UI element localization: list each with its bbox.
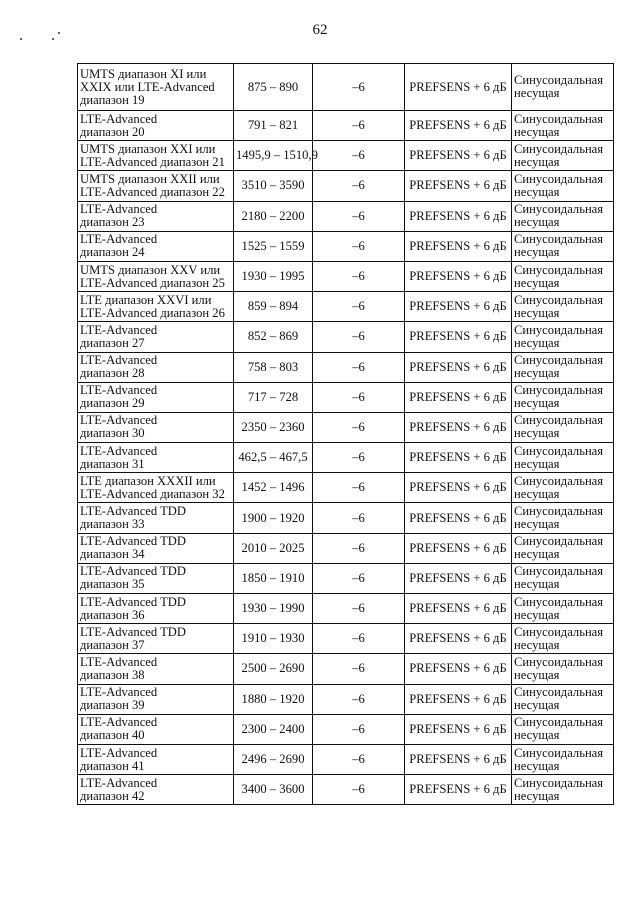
offset-cell: –6: [313, 744, 405, 774]
signal-type-line: несущая: [514, 547, 560, 562]
band-name-cell: [78, 443, 234, 473]
signal-type-line: Синусоидальная: [514, 654, 604, 669]
signal-type-line: Синусоидальная: [514, 141, 604, 156]
table-row: [78, 744, 614, 774]
signal-type-line: несущая: [514, 426, 560, 441]
table-row: [78, 684, 614, 714]
frequency-range-cell: 2496 – 2690: [234, 744, 313, 774]
band-name-line: диапазон 23: [80, 215, 145, 230]
signal-type-line: несущая: [514, 245, 560, 260]
signal-type-cell: [512, 292, 614, 322]
interference-level-cell: PREFSENS + 6 дБ: [405, 594, 512, 624]
signal-type-cell: [512, 684, 614, 714]
signal-type-line: Синусоидальная: [514, 383, 604, 398]
signal-type-cell: [512, 322, 614, 352]
band-name-line: LTE диапазон XXVI или: [80, 292, 212, 307]
band-name-line: LTE-Advanced диапазон 25: [80, 275, 225, 290]
band-name-line: диапазон 20: [80, 124, 145, 139]
interference-level-cell: PREFSENS + 6 дБ: [405, 261, 512, 291]
frequency-range-cell: 1850 – 1910: [234, 563, 313, 593]
signal-type-line: несущая: [514, 486, 560, 501]
signal-type-line: Синусоидальная: [514, 292, 604, 307]
offset-cell: –6: [313, 473, 405, 503]
frequency-range-cell: 1452 – 1496: [234, 473, 313, 503]
band-table-body: [78, 64, 614, 805]
frequency-range-cell: 758 – 803: [234, 352, 313, 382]
signal-type-line: Синусоидальная: [514, 111, 604, 126]
band-name-line: LTE диапазон XXXII или: [80, 473, 216, 488]
band-name-line: LTE-Advanced TDD: [80, 504, 186, 519]
signal-type-cell: [512, 443, 614, 473]
signal-type-line: Синусоидальная: [514, 685, 604, 700]
band-name-line: UMTS диапазон XXI или: [80, 141, 216, 156]
scan-speck: [58, 32, 60, 34]
band-name-cell: [78, 231, 234, 261]
signal-type-cell: [512, 503, 614, 533]
signal-type-line: несущая: [514, 456, 560, 471]
signal-type-line: несущая: [514, 517, 560, 532]
signal-type-line: несущая: [514, 154, 560, 169]
signal-type-line: Синусоидальная: [514, 564, 604, 579]
interference-level-cell: PREFSENS + 6 дБ: [405, 744, 512, 774]
band-name-line: диапазон 27: [80, 335, 145, 350]
signal-type-cell: [512, 775, 614, 805]
interference-level-cell: PREFSENS + 6 дБ: [405, 443, 512, 473]
offset-cell: –6: [313, 171, 405, 201]
signal-type-line: несущая: [514, 366, 560, 381]
band-name-line: LTE-Advanced: [80, 685, 158, 700]
frequency-range-cell: 1900 – 1920: [234, 503, 313, 533]
frequency-range-cell: 1525 – 1559: [234, 231, 313, 261]
table-row: [78, 322, 614, 352]
band-name-cell: [78, 563, 234, 593]
frequency-range-cell: 1495,9 – 1510,9: [234, 141, 313, 171]
frequency-range-cell: 3400 – 3600: [234, 775, 313, 805]
interference-level-cell: PREFSENS + 6 дБ: [405, 352, 512, 382]
offset-cell: –6: [313, 714, 405, 744]
frequency-range-cell: 2350 – 2360: [234, 412, 313, 442]
signal-type-line: Синусоидальная: [514, 594, 604, 609]
frequency-range-cell: 2300 – 2400: [234, 714, 313, 744]
band-name-line: диапазон 33: [80, 517, 145, 532]
scan-speck: [52, 38, 54, 40]
band-name-line: UMTS диапазон XXV или: [80, 262, 221, 277]
band-name-line: LTE-Advanced: [80, 383, 158, 398]
band-name-line: диапазон 36: [80, 607, 145, 622]
band-name-line: диапазон 24: [80, 245, 145, 260]
band-name-line: LTE-Advanced: [80, 202, 158, 217]
band-name-line: LTE-Advanced диапазон 21: [80, 154, 225, 169]
interference-level-cell: PREFSENS + 6 дБ: [405, 533, 512, 563]
offset-cell: –6: [313, 64, 405, 111]
frequency-range-cell: 462,5 – 467,5: [234, 443, 313, 473]
offset-cell: –6: [313, 261, 405, 291]
offset-cell: –6: [313, 654, 405, 684]
offset-cell: –6: [313, 292, 405, 322]
signal-type-line: Синусоидальная: [514, 353, 604, 368]
interference-level-cell: PREFSENS + 6 дБ: [405, 201, 512, 231]
frequency-range-cell: 859 – 894: [234, 292, 313, 322]
offset-cell: –6: [313, 141, 405, 171]
signal-type-line: несущая: [514, 607, 560, 622]
interference-level-cell: PREFSENS + 6 дБ: [405, 382, 512, 412]
signal-type-line: Синусоидальная: [514, 322, 604, 337]
interference-level-cell: PREFSENS + 6 дБ: [405, 111, 512, 141]
interference-level-cell: PREFSENS + 6 дБ: [405, 714, 512, 744]
table-row: [78, 473, 614, 503]
interference-level-cell: PREFSENS + 6 дБ: [405, 64, 512, 111]
signal-type-line: Синусоидальная: [514, 473, 604, 488]
band-name-cell: [78, 261, 234, 291]
frequency-range-cell: 717 – 728: [234, 382, 313, 412]
table-row: [78, 382, 614, 412]
table-row: [78, 292, 614, 322]
band-name-line: LTE-Advanced TDD: [80, 564, 186, 579]
table-row: [78, 563, 614, 593]
band-name-line: диапазон 41: [80, 758, 145, 773]
frequency-range-cell: 2500 – 2690: [234, 654, 313, 684]
interference-level-cell: PREFSENS + 6 дБ: [405, 231, 512, 261]
interference-level-cell: PREFSENS + 6 дБ: [405, 563, 512, 593]
interference-level-cell: PREFSENS + 6 дБ: [405, 412, 512, 442]
signal-type-cell: [512, 412, 614, 442]
offset-cell: –6: [313, 443, 405, 473]
frequency-range-cell: 791 – 821: [234, 111, 313, 141]
interference-level-cell: PREFSENS + 6 дБ: [405, 684, 512, 714]
band-name-cell: [78, 64, 234, 111]
band-name-line: LTE-Advanced: [80, 232, 158, 247]
band-name-cell: [78, 382, 234, 412]
band-name-cell: [78, 412, 234, 442]
frequency-range-cell: 1910 – 1930: [234, 624, 313, 654]
signal-type-line: Синусоидальная: [514, 715, 604, 730]
signal-type-cell: [512, 111, 614, 141]
offset-cell: –6: [313, 382, 405, 412]
signal-type-line: несущая: [514, 305, 560, 320]
band-name-line: XXIX или LTE-Advanced: [80, 79, 215, 94]
band-name-line: LTE-Advanced: [80, 322, 158, 337]
offset-cell: –6: [313, 231, 405, 261]
signal-type-line: Синусоидальная: [514, 745, 604, 760]
band-name-line: диапазон 31: [80, 456, 145, 471]
band-name-cell: [78, 714, 234, 744]
signal-type-cell: [512, 141, 614, 171]
signal-type-line: Синусоидальная: [514, 443, 604, 458]
band-name-line: LTE-Advanced: [80, 715, 158, 730]
scan-speck: [20, 38, 22, 40]
band-name-line: диапазон 29: [80, 396, 145, 411]
offset-cell: –6: [313, 563, 405, 593]
table-row: [78, 533, 614, 563]
table-row: [78, 775, 614, 805]
offset-cell: –6: [313, 503, 405, 533]
signal-type-line: несущая: [514, 335, 560, 350]
offset-cell: –6: [313, 412, 405, 442]
signal-type-line: несущая: [514, 758, 560, 773]
signal-type-cell: [512, 654, 614, 684]
signal-type-cell: [512, 533, 614, 563]
table-row: [78, 654, 614, 684]
signal-type-line: Синусоидальная: [514, 262, 604, 277]
signal-type-cell: [512, 201, 614, 231]
frequency-range-cell: 1880 – 1920: [234, 684, 313, 714]
offset-cell: –6: [313, 201, 405, 231]
interference-level-cell: PREFSENS + 6 дБ: [405, 775, 512, 805]
band-name-line: UMTS диапазон XXII или: [80, 171, 220, 186]
band-name-line: диапазон 19: [80, 92, 145, 107]
signal-type-line: несущая: [514, 86, 560, 100]
band-name-cell: [78, 111, 234, 141]
band-name-line: LTE-Advanced TDD: [80, 534, 186, 549]
band-name-cell: [78, 684, 234, 714]
signal-type-line: несущая: [514, 728, 560, 743]
signal-type-line: Синусоидальная: [514, 202, 604, 217]
band-name-cell: [78, 594, 234, 624]
interference-level-cell: PREFSENS + 6 дБ: [405, 141, 512, 171]
band-name-line: диапазон 34: [80, 547, 145, 562]
signal-type-line: Синусоидальная: [514, 171, 604, 186]
band-name-cell: [78, 503, 234, 533]
signal-type-line: Синусоидальная: [514, 775, 604, 790]
band-table: [77, 63, 614, 805]
band-name-line: LTE-Advanced: [80, 654, 158, 669]
signal-type-line: Синусоидальная: [514, 504, 604, 519]
band-name-line: LTE-Advanced: [80, 443, 158, 458]
band-name-line: диапазон 42: [80, 788, 145, 803]
frequency-range-cell: 875 – 890: [234, 64, 313, 111]
table-row: [78, 412, 614, 442]
band-name-cell: [78, 352, 234, 382]
table-row: [78, 111, 614, 141]
offset-cell: –6: [313, 594, 405, 624]
signal-type-cell: [512, 171, 614, 201]
band-name-line: диапазон 30: [80, 426, 145, 441]
frequency-range-cell: 1930 – 1990: [234, 594, 313, 624]
table-row: [78, 261, 614, 291]
signal-type-cell: [512, 744, 614, 774]
interference-level-cell: PREFSENS + 6 дБ: [405, 654, 512, 684]
table-row: [78, 201, 614, 231]
interference-level-cell: PREFSENS + 6 дБ: [405, 292, 512, 322]
signal-type-line: Синусоидальная: [514, 232, 604, 247]
table-row: [78, 231, 614, 261]
band-name-cell: [78, 744, 234, 774]
signal-type-line: несущая: [514, 124, 560, 139]
band-name-line: LTE-Advanced TDD: [80, 624, 186, 639]
band-name-line: диапазон 39: [80, 698, 145, 713]
band-name-cell: [78, 654, 234, 684]
table-row: [78, 352, 614, 382]
signal-type-cell: [512, 594, 614, 624]
frequency-range-cell: 1930 – 1995: [234, 261, 313, 291]
offset-cell: –6: [313, 111, 405, 141]
signal-type-line: несущая: [514, 788, 560, 803]
signal-type-cell: [512, 64, 614, 111]
band-name-cell: [78, 141, 234, 171]
signal-type-line: несущая: [514, 698, 560, 713]
band-name-cell: [78, 171, 234, 201]
signal-type-cell: [512, 261, 614, 291]
table-row: [78, 141, 614, 171]
offset-cell: –6: [313, 352, 405, 382]
signal-type-line: Синусоидальная: [514, 413, 604, 428]
band-name-cell: [78, 473, 234, 503]
signal-type-line: несущая: [514, 396, 560, 411]
signal-type-line: несущая: [514, 577, 560, 592]
signal-type-cell: [512, 352, 614, 382]
interference-level-cell: PREFSENS + 6 дБ: [405, 624, 512, 654]
interference-level-cell: PREFSENS + 6 дБ: [405, 322, 512, 352]
signal-type-cell: [512, 382, 614, 412]
offset-cell: –6: [313, 624, 405, 654]
table-row: [78, 714, 614, 744]
band-name-line: LTE-Advanced: [80, 745, 158, 760]
frequency-range-cell: 3510 – 3590: [234, 171, 313, 201]
band-name-line: диапазон 40: [80, 728, 145, 743]
signal-type-cell: [512, 714, 614, 744]
interference-level-cell: PREFSENS + 6 дБ: [405, 171, 512, 201]
signal-type-cell: [512, 231, 614, 261]
band-name-line: LTE-Advanced диапазон 22: [80, 184, 225, 199]
interference-level-cell: PREFSENS + 6 дБ: [405, 473, 512, 503]
signal-type-cell: [512, 473, 614, 503]
band-name-line: диапазон 28: [80, 366, 145, 381]
signal-type-line: Синусоидальная: [514, 534, 604, 549]
band-name-line: LTE-Advanced TDD: [80, 594, 186, 609]
table-row: [78, 64, 614, 111]
band-name-line: LTE-Advanced: [80, 111, 158, 126]
band-name-cell: [78, 292, 234, 322]
interference-level-cell: PREFSENS + 6 дБ: [405, 503, 512, 533]
band-name-line: LTE-Advanced: [80, 775, 158, 790]
frequency-range-cell: 852 – 869: [234, 322, 313, 352]
offset-cell: –6: [313, 533, 405, 563]
signal-type-line: несущая: [514, 215, 560, 230]
band-name-line: диапазон 37: [80, 637, 145, 652]
signal-type-line: несущая: [514, 637, 560, 652]
offset-cell: –6: [313, 684, 405, 714]
band-name-cell: [78, 775, 234, 805]
frequency-range-cell: 2180 – 2200: [234, 201, 313, 231]
band-name-line: UMTS диапазон XI или: [80, 66, 207, 81]
signal-type-line: несущая: [514, 184, 560, 199]
band-name-line: диапазон 38: [80, 667, 145, 682]
table-row: [78, 624, 614, 654]
signal-type-line: Синусоидальная: [514, 73, 604, 87]
offset-cell: –6: [313, 322, 405, 352]
band-name-line: LTE-Advanced: [80, 413, 158, 428]
table-row: [78, 503, 614, 533]
signal-type-cell: [512, 563, 614, 593]
band-name-line: LTE-Advanced диапазон 32: [80, 486, 225, 501]
band-name-cell: [78, 201, 234, 231]
band-name-cell: [78, 624, 234, 654]
table-row: [78, 171, 614, 201]
offset-cell: –6: [313, 775, 405, 805]
table-row: [78, 594, 614, 624]
band-name-line: LTE-Advanced: [80, 353, 158, 368]
frequency-range-cell: 2010 – 2025: [234, 533, 313, 563]
band-name-cell: [78, 322, 234, 352]
signal-type-line: несущая: [514, 275, 560, 290]
page-number: 62: [312, 22, 328, 38]
signal-type-line: несущая: [514, 667, 560, 682]
band-name-line: LTE-Advanced диапазон 26: [80, 305, 225, 320]
band-name-line: диапазон 35: [80, 577, 145, 592]
signal-type-cell: [512, 624, 614, 654]
table-row: [78, 443, 614, 473]
signal-type-line: Синусоидальная: [514, 624, 604, 639]
band-name-cell: [78, 533, 234, 563]
